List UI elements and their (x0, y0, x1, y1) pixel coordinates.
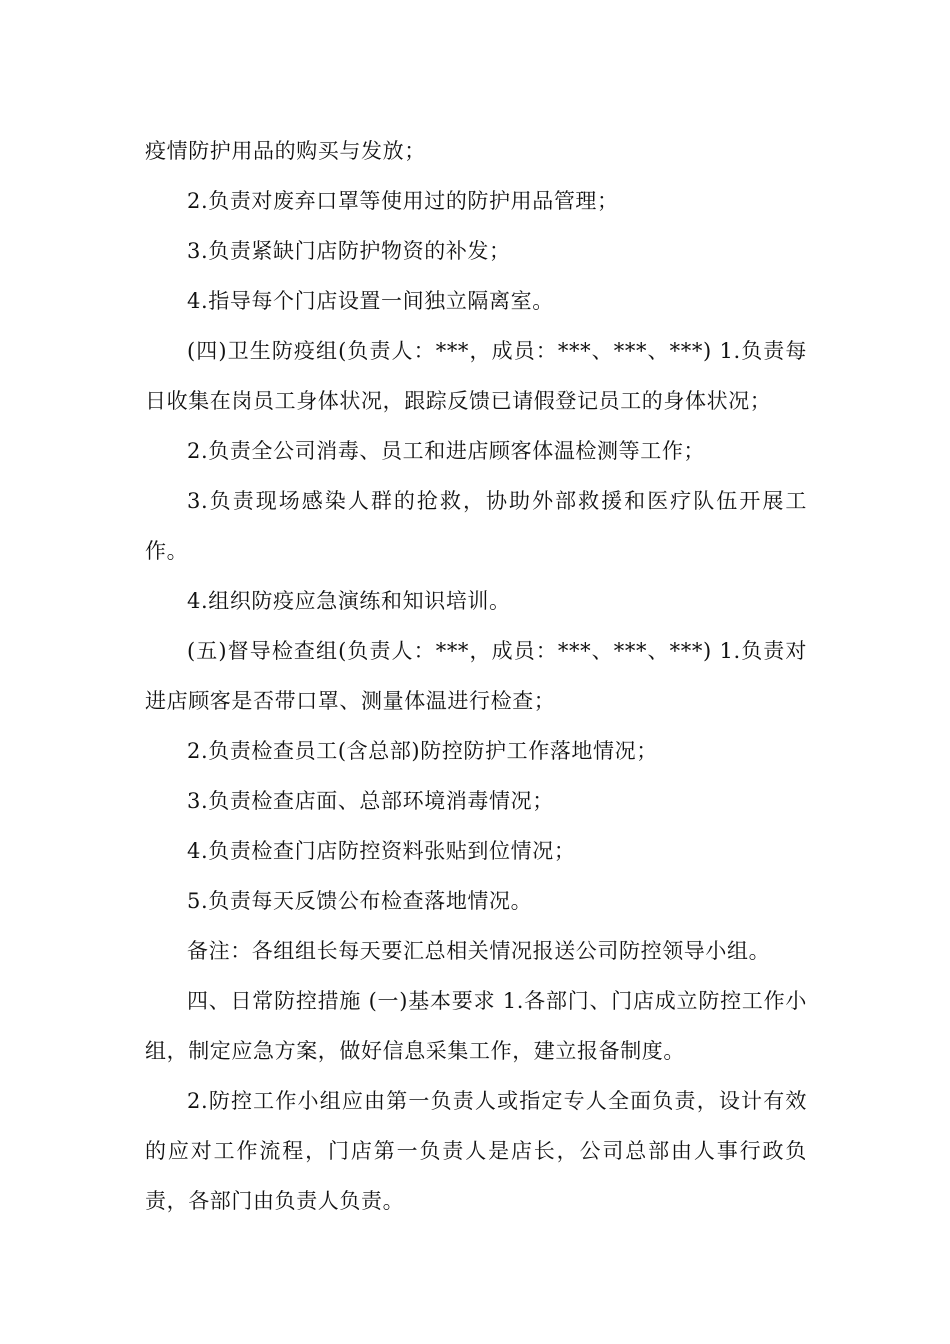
paragraph: (四)卫生防疫组(负责人：***，成员：***、***、***) 1.负责每日收集在岗员工身体状况，跟踪反馈已请假登记员工的身体状况； (145, 339, 807, 413)
paragraph: 5.负责每天反馈公布检查落地情况。 (187, 889, 533, 913)
paragraph: 3.负责紧缺门店防护物资的补发； (187, 239, 511, 263)
paragraph: 3.负责检查店面、总部环境消毒情况； (187, 789, 554, 813)
paragraph: 备注：各组组长每天要汇总相关情况报送公司防控领导小组。 (187, 939, 771, 963)
paragraph: 疫情防护用品的购买与发放； (145, 139, 426, 163)
paragraph: 2.负责对废弃口罩等使用过的防护用品管理； (187, 189, 619, 213)
paragraph: 四、日常防控措施 (一)基本要求 1.各部门、门店成立防控工作小组，制定应急方案，做好信息采集工作，建立报备制度。 (145, 989, 807, 1063)
document-body (145, 126, 807, 1226)
paragraph: 4.组织防疫应急演练和知识培训。 (187, 589, 511, 613)
paragraph: 2.防控工作小组应由第一负责人或指定专人全面负责，设计有效的应对工作流程，门店第一负责人是店长，公司总部由人事行政负责，各部门由负责人负责。 (145, 1089, 807, 1213)
paragraph: 3.负责现场感染人群的抢救，协助外部救援和医疗队伍开展工作。 (145, 489, 807, 563)
paragraph: 4.负责检查门店防控资料张贴到位情况； (187, 839, 576, 863)
paragraph: 2.负责检查员工(含总部)防控防护工作落地情况； (187, 739, 658, 763)
paragraph: (五)督导检查组(负责人：***，成员：***、***、***) 1.负责对进店顾客是否带口罩、测量体温进行检查； (145, 639, 807, 713)
paragraph: 2.负责全公司消毒、员工和进店顾客体温检测等工作； (187, 439, 706, 463)
paragraph: 4.指导每个门店设置一间独立隔离室。 (187, 289, 554, 313)
